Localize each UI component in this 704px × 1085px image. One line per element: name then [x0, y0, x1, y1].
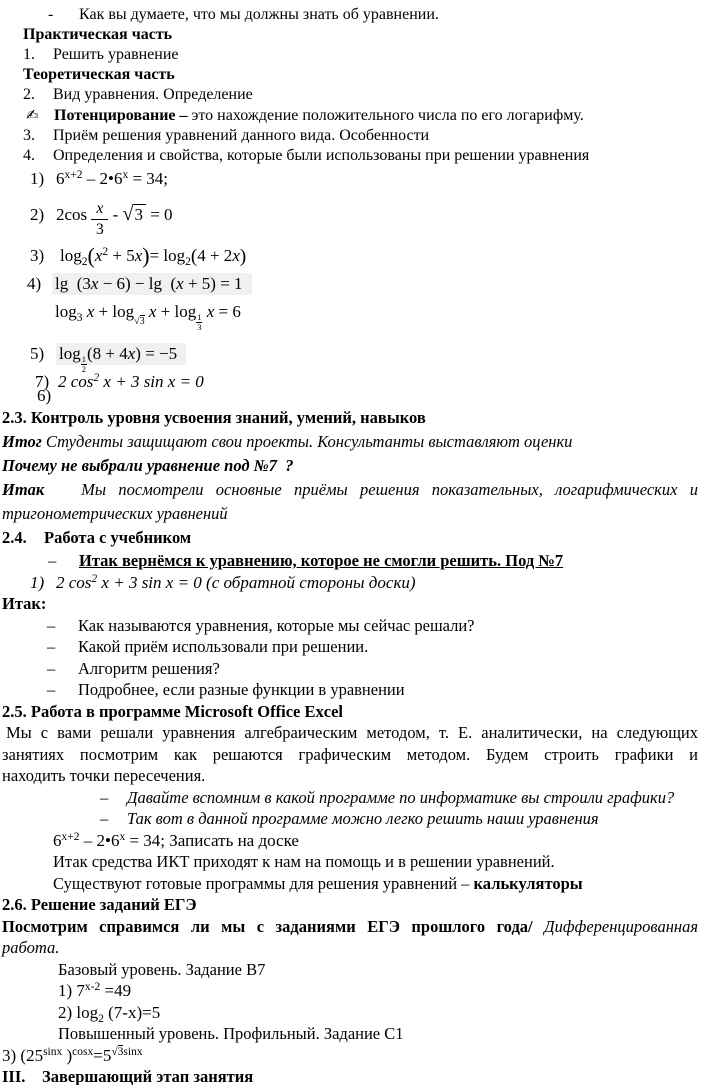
para-excel-line1	[2, 722, 698, 744]
text-run: Мы посмотрели основные приёмы решения показательных, логарифмических и	[44, 480, 698, 499]
list-item-2	[2, 85, 698, 105]
text-run: = log	[149, 246, 186, 265]
text-run: –	[47, 637, 56, 656]
superscript: 2	[102, 246, 109, 258]
text-run: Решить уравнение	[53, 46, 179, 63]
text-run: 6)	[37, 386, 52, 405]
text-run: 4.	[23, 147, 35, 164]
subscript: 2	[98, 1012, 104, 1025]
text-run: + 5	[108, 246, 135, 265]
equation-5	[2, 340, 698, 374]
text-run: (	[190, 246, 198, 267]
writing-hand-icon: ✍	[26, 106, 39, 124]
intro-question	[2, 5, 698, 25]
text-run: x + 3 sin x = 0	[99, 372, 204, 391]
text-run: 2 cos	[58, 372, 94, 391]
text-run: Подробнее, если разные функции в уравнении	[78, 680, 405, 699]
text-run: ) = −5	[135, 344, 178, 363]
text-run: x	[86, 302, 95, 321]
equation-board	[2, 830, 698, 852]
text-run: = 34;	[128, 169, 169, 188]
definition-potentiation	[2, 105, 698, 126]
text-run: Записать на доске	[169, 830, 299, 850]
text-run: sinx	[123, 1045, 143, 1058]
text-run: log	[59, 344, 81, 363]
para-excel-line3	[2, 765, 698, 787]
superscript: x	[119, 830, 126, 843]
text-run: –	[100, 809, 109, 828]
subscript: 2	[185, 256, 191, 268]
text-run: Какой приём использовали при решении.	[78, 637, 369, 656]
text-run: 3	[197, 322, 202, 332]
heading-theoretical-part	[2, 65, 698, 85]
para-ege-line2	[2, 937, 698, 959]
heading-2-3	[2, 406, 698, 430]
text-run: 2cos	[56, 205, 92, 224]
superscript: sinx	[43, 1045, 63, 1058]
text-run: + log	[94, 302, 135, 321]
text-run: x	[176, 274, 184, 293]
equation-2	[2, 191, 698, 238]
heading-2-4	[2, 526, 698, 550]
text-run: 1	[197, 312, 202, 323]
text-run: 3	[117, 1045, 124, 1058]
text-run: Теоретическая часть	[23, 66, 175, 83]
equation-4-line1	[2, 271, 698, 298]
equation-b7-2	[2, 1002, 698, 1024]
text-run: 1)	[30, 169, 45, 188]
text-run: 4)	[27, 274, 42, 293]
subscript: 2	[81, 256, 88, 268]
bullet-question-3	[2, 658, 698, 680]
text-run: 2) log	[58, 1002, 99, 1022]
text-run: занятиях посмотрим как решаются графическим методом. Будем строить графики и	[2, 744, 698, 764]
text-run: √	[134, 316, 140, 327]
heading-2-5	[2, 701, 698, 723]
text-run: 6	[53, 830, 62, 850]
para-excel-line2	[2, 744, 698, 766]
text-run: )	[62, 1045, 73, 1065]
text-run: Как называются уравнения, которые мы сейчас решали?	[78, 615, 475, 635]
text-run: Потенцирование –	[54, 107, 192, 124]
text-run: это нахождение положительного числа по его логарифму.	[191, 107, 584, 124]
text-run: Студенты защищают свои проекты. Консультанты выставляют оценки	[41, 432, 573, 451]
text-run: x	[127, 344, 136, 363]
text-run: Посмотрим справимся ли мы с заданиями ЕГЭ прошлого года/	[2, 916, 533, 936]
superscript: x+2	[64, 169, 83, 181]
bullet-return-to-equation	[2, 550, 698, 572]
text-run: 2 cos	[56, 572, 92, 592]
equation-c1	[2, 1045, 698, 1067]
text-run: x + 3 sin x = 0 (с обратной стороны доски)	[97, 572, 416, 592]
equation-7-repeat	[2, 572, 698, 594]
text-run: –	[47, 615, 56, 635]
text-run: – 2•6	[79, 830, 120, 850]
text-run: Итак средства ИКТ приходят к нам на помощь и в решении уравнений.	[53, 852, 555, 871]
subscript-root	[134, 317, 145, 327]
text-run: Итак вернёмся к уравнению, которое не смогли решить. Под №7	[79, 551, 564, 570]
superscript: x	[122, 169, 129, 181]
text-run: lg (3	[55, 274, 91, 293]
equation-1	[2, 166, 698, 191]
question-no7	[2, 454, 698, 478]
text-ikt	[2, 851, 698, 873]
text-run: 3	[139, 316, 145, 327]
text-run: 1)	[30, 572, 45, 592]
text-run: √	[122, 203, 134, 225]
fraction	[91, 200, 108, 239]
text-run: Работа с учебником	[44, 528, 192, 547]
text-run: 4 + 2	[197, 246, 233, 265]
equation-4-line2	[2, 298, 698, 340]
text-run: x	[94, 246, 103, 265]
text-run: = 0	[145, 205, 173, 224]
square-root-icon	[122, 191, 145, 238]
heading-2-6	[2, 894, 698, 916]
superscript: x-2	[84, 981, 101, 993]
text-run: –	[48, 551, 57, 570]
text-run: log	[60, 246, 82, 265]
text-run: x	[90, 274, 99, 293]
text-run: )	[239, 246, 247, 267]
text-run: тригонометрических уравнений	[2, 504, 228, 523]
superscript: x+2	[61, 830, 80, 843]
text-run: Дифференцированная	[532, 916, 698, 936]
text-run: + 5) = 1	[183, 274, 243, 293]
text-run: -	[48, 6, 54, 23]
list-item-3	[2, 126, 698, 146]
superscript-root	[111, 1045, 142, 1058]
subscript: 3	[76, 312, 83, 324]
text-run: –	[100, 787, 109, 807]
text-advanced-level	[2, 1023, 698, 1045]
text-basic-level	[2, 959, 698, 981]
text-run: 2	[81, 364, 86, 374]
text-run: Вид уравнения. Определение	[53, 86, 253, 103]
text-run: x	[134, 246, 143, 265]
para-itak-line2	[2, 502, 698, 526]
text-run: –	[47, 658, 56, 678]
text-run: + log	[156, 302, 197, 321]
text-run: )	[142, 243, 150, 268]
superscript: 2	[91, 572, 98, 585]
text-run: − 6) − lg (	[98, 274, 177, 293]
text-run: 2.	[23, 86, 35, 103]
text-run: калькуляторы	[473, 873, 583, 893]
text-run: (8 + 4	[86, 344, 128, 363]
overlapping-list-markers	[35, 371, 58, 405]
text-run: находить точки пересечения.	[2, 766, 206, 785]
text-run: Как вы думаете, что мы должны знать об уравнении.	[79, 6, 439, 23]
text-run: = 34;	[125, 830, 170, 850]
text-calculators	[2, 873, 698, 895]
text-run: Приём решения уравнений данного вида. Особенности	[53, 127, 430, 144]
text-run: =5	[93, 1045, 112, 1065]
para-ege-line1	[2, 916, 698, 938]
text-run: x	[232, 246, 240, 265]
text-run: Завершающий этап занятия	[42, 1067, 254, 1085]
text-run: – 2•6	[82, 169, 123, 188]
summary-itog	[2, 430, 698, 454]
text-run: 1.	[23, 46, 35, 63]
text-run: 2.6. Решение заданий ЕГЭ	[2, 895, 197, 914]
text-run: 2)	[30, 205, 45, 224]
heading-practical-part	[2, 25, 698, 45]
superscript: cosx	[72, 1045, 94, 1058]
text-run: log	[55, 302, 77, 321]
bullet-italic-2	[2, 808, 698, 830]
text-run: 3)	[30, 246, 45, 265]
text-run: Практическая часть	[23, 26, 173, 43]
text-run: Почему не выбрали уравнение под №7 ?	[2, 456, 294, 475]
text-run: 2.3. Контроль уровня усвоения знаний, умений, навыков	[2, 408, 426, 427]
text-run: =49	[100, 981, 132, 1000]
list-item-4	[2, 146, 698, 166]
text-run: 3.	[23, 127, 35, 144]
equation-image	[52, 273, 252, 295]
text-run: Давайте вспомним в какой программе по информатике вы строили графики?	[127, 787, 675, 807]
text-run: (	[87, 243, 95, 268]
text-run: Алгоритм решения?	[78, 658, 220, 678]
text-run: Существуют готовые программы для решения уравнений –	[53, 873, 474, 893]
text-run: Базовый уровень. Задание В7	[58, 959, 266, 979]
text-run: x	[206, 302, 215, 321]
text-run: √	[111, 1045, 118, 1058]
text-run: 3	[133, 204, 146, 224]
text-run: III.	[2, 1067, 26, 1085]
text-run: 7)	[35, 372, 50, 391]
text-run: Итог	[2, 432, 42, 451]
text-run: -	[108, 205, 123, 224]
heading-3-final-stage	[2, 1066, 698, 1085]
text-run: –	[47, 680, 56, 699]
bullet-question-2	[2, 636, 698, 658]
list-item-1	[2, 45, 698, 65]
text-run: Повышенный уровень. Профильный. Задание С1	[58, 1024, 404, 1043]
text-run: работа.	[2, 938, 60, 957]
text-run: 6	[56, 169, 65, 188]
equation-image	[56, 343, 186, 374]
bullet-question-4	[2, 679, 698, 701]
text-run: 2.5. Работа в программе Microsoft Office Excel	[2, 701, 343, 721]
equation-3	[2, 238, 698, 271]
text-run: 3) (25	[2, 1045, 44, 1065]
text-run: 5)	[30, 344, 45, 363]
text-run: Итак	[2, 480, 45, 499]
para-itak-line1	[2, 478, 698, 502]
superscript: 2	[93, 372, 100, 384]
bullet-italic-1	[2, 787, 698, 809]
text-run: 3	[95, 221, 104, 238]
text-run: Так вот в данной программе можно легко решить наши уравнения	[127, 809, 599, 828]
text-run: (7-x)=5	[103, 1002, 161, 1022]
equation-b7-1	[2, 980, 698, 1002]
text-run: Мы с вами решали уравнения алгебраическим методом, т. Е. аналитически, на следующих	[6, 723, 698, 742]
text-run: 2.4.	[2, 528, 27, 547]
text-run: x	[148, 302, 157, 321]
text-run: Определения и свойства, которые были использованы при решении уравнения	[53, 147, 590, 164]
equation-7-and-6	[2, 371, 698, 405]
text-run: 1) 7	[58, 981, 85, 1000]
text-run: Итак:	[2, 594, 47, 613]
heading-itak	[2, 593, 698, 615]
text-run: = 6	[214, 302, 241, 321]
text-run: x	[91, 200, 108, 220]
text-run: 1	[81, 354, 86, 365]
bullet-question-1	[2, 615, 698, 637]
